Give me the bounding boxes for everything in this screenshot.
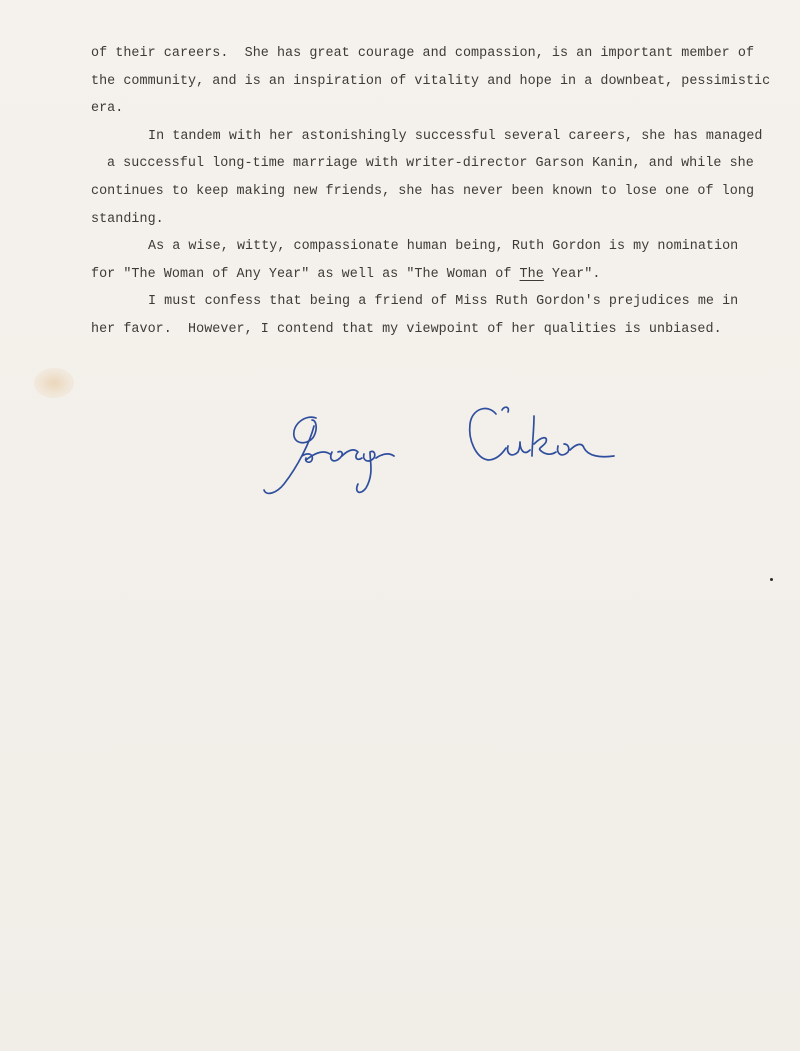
paper-stain: [34, 368, 74, 398]
body-line: In tandem with her astonishingly successful several careers, she has managed: [148, 128, 763, 144]
body-line: a successful long-time marriage with writer-director Garson Kanin, and while she: [107, 156, 754, 172]
body-text: Year".: [543, 266, 601, 282]
body-line: I must confess that being a friend of Miss Ruth Gordon's prejudices me in: [148, 294, 739, 310]
body-line: the community, and is an inspiration of vitality and hope in a downbeat, pessimistic: [91, 73, 771, 89]
handwritten-signature: [258, 396, 618, 506]
letter-body: [91, 40, 791, 344]
underlined-word: The: [519, 266, 544, 282]
body-line: her favor. However, I contend that my viewpoint of her qualities is unbiased.: [91, 321, 722, 337]
body-line: continues to keep making new friends, she has never been known to lose one of long: [91, 183, 755, 199]
body-line-with-emphasis: [91, 261, 791, 289]
body-line: As a wise, witty, compassionate human being, Ruth Gordon is my nomination: [148, 239, 739, 255]
body-line: era.: [91, 101, 124, 117]
paper-speck: [770, 578, 773, 581]
body-line: standing.: [91, 211, 164, 227]
body-text: for "The Woman of Any Year" as well as "The Woman of: [91, 266, 520, 282]
body-line: of their careers. She has great courage and compassion, is an important member of: [91, 46, 755, 61]
